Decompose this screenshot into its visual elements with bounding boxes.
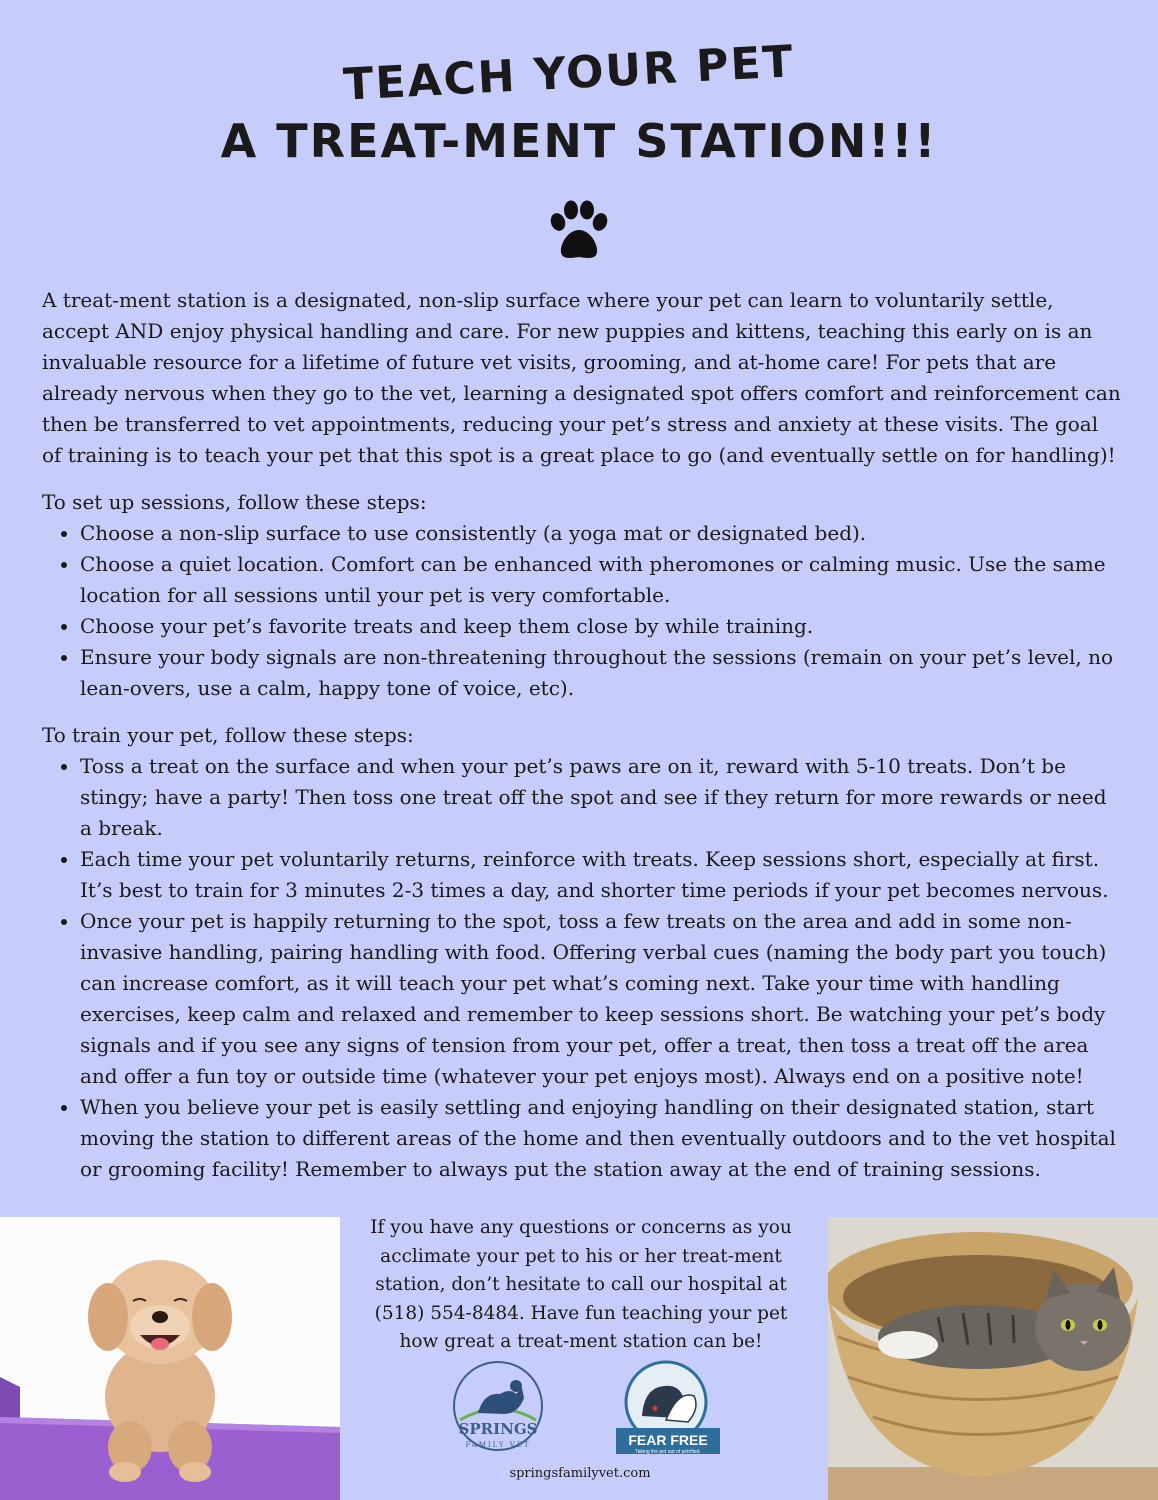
dog-photo [0,1217,340,1500]
fear-free-logo-name: FEAR FREE [628,1432,708,1448]
springs-logo-subtitle: FAMILY VET [465,1441,531,1449]
list-item: • Choose a non-slip surface to use consistently (a yoga mat or designated bed). [80,518,1122,549]
fear-free-logo-tagline: Taking the pet out of petrified. [635,1449,701,1455]
list-item: • Each time your pet voluntarily returns, reinforce with treats. Keep sessions short, especially at first. It’s best to train for 3 minutes 2-3 times a day, and shorter time periods if your pet becomes nervous. [80,844,1122,906]
list-item: • Ensure your body signals are non-threatening throughout the sessions (remain on your pet’s level, no lean-overs, use a calm, happy tone of voice, etc). [80,642,1122,704]
website-link[interactable]: springsfamilyvet.com [509,1466,651,1481]
title-line-2: A TREAT-MENT STATION!!! [220,114,938,168]
title-line-1: TEACH YOUR PET [342,36,796,111]
main-content [42,285,1122,1185]
cat-photo [828,1217,1158,1500]
fear-free-logo [608,1360,728,1462]
list-item: • Toss a treat on the surface and when your pet’s paws are on it, reward with 5-10 treats. Don’t be stingy; have a party! Then toss one treat off the spot and see if they return for more rewards or need a break. [80,751,1122,844]
springs-logo-name: SPRINGS [458,1420,538,1438]
footer-message: If you have any questions or concerns as you acclimate your pet to his or her treat-ment station, don’t hesitate to call our hospital at (518) 554-8484. Have fun teaching your pet how great a treat-ment station can be! [370,1217,792,1352]
springs-family-vet-logo [438,1358,558,1458]
setup-steps-list [42,518,1122,704]
page-title [0,36,1158,172]
list-item: • Once your pet is happily returning to the spot, toss a few treats on the area and add in some non-invasive handling, pairing handling with food. Offering verbal cues (naming the body part you touch) can increase comfort, as it will teach your pet what’s coming next. Take your time with handling exercises, keep calm and relaxed and remember to keep sessions short. Be watching your pet’s body signals and if you see any signs of tension from your pet, offer a treat, then toss a treat off the area and offer a fun toy or outside time (whatever your pet enjoys most). Always end on a positive note! [80,906,1122,1092]
intro-paragraph: A treat-ment station is a designated, non-slip surface where your pet can learn to voluntarily settle, accept AND enjoy physical handling and care. For new puppies and kittens, teaching this early on is an invaluable resource for a lifetime of future vet visits, grooming, and at-home care! For pets that are already nervous when they go to the vet, learning a designated spot offers comfort and reinforcement can then be transferred to vet appointments, reducing your pet’s stress and anxiety at these visits. The goal of training is to teach your pet that this spot is a great place to go (and eventually settle on for handling)! [42,288,1121,467]
train-lead: To train your pet, follow these steps: [42,723,414,747]
list-item: • Choose a quiet location. Comfort can be enhanced with pheromones or calming music. Use the same location for all sessions until your pet is very comfortable. [80,549,1122,611]
setup-lead: To set up sessions, follow these steps: [42,490,427,514]
paw-print-icon [546,200,612,266]
list-item: • When you believe your pet is easily settling and enjoying handling on their designated station, start moving the station to different areas of the home and then eventually outdoors and to the vet hospital or grooming facility! Remember to always put the station away at the end of training sessions. [80,1092,1122,1185]
list-item: • Choose your pet’s favorite treats and keep them close by while training. [80,611,1122,642]
train-steps-list [42,751,1122,1185]
